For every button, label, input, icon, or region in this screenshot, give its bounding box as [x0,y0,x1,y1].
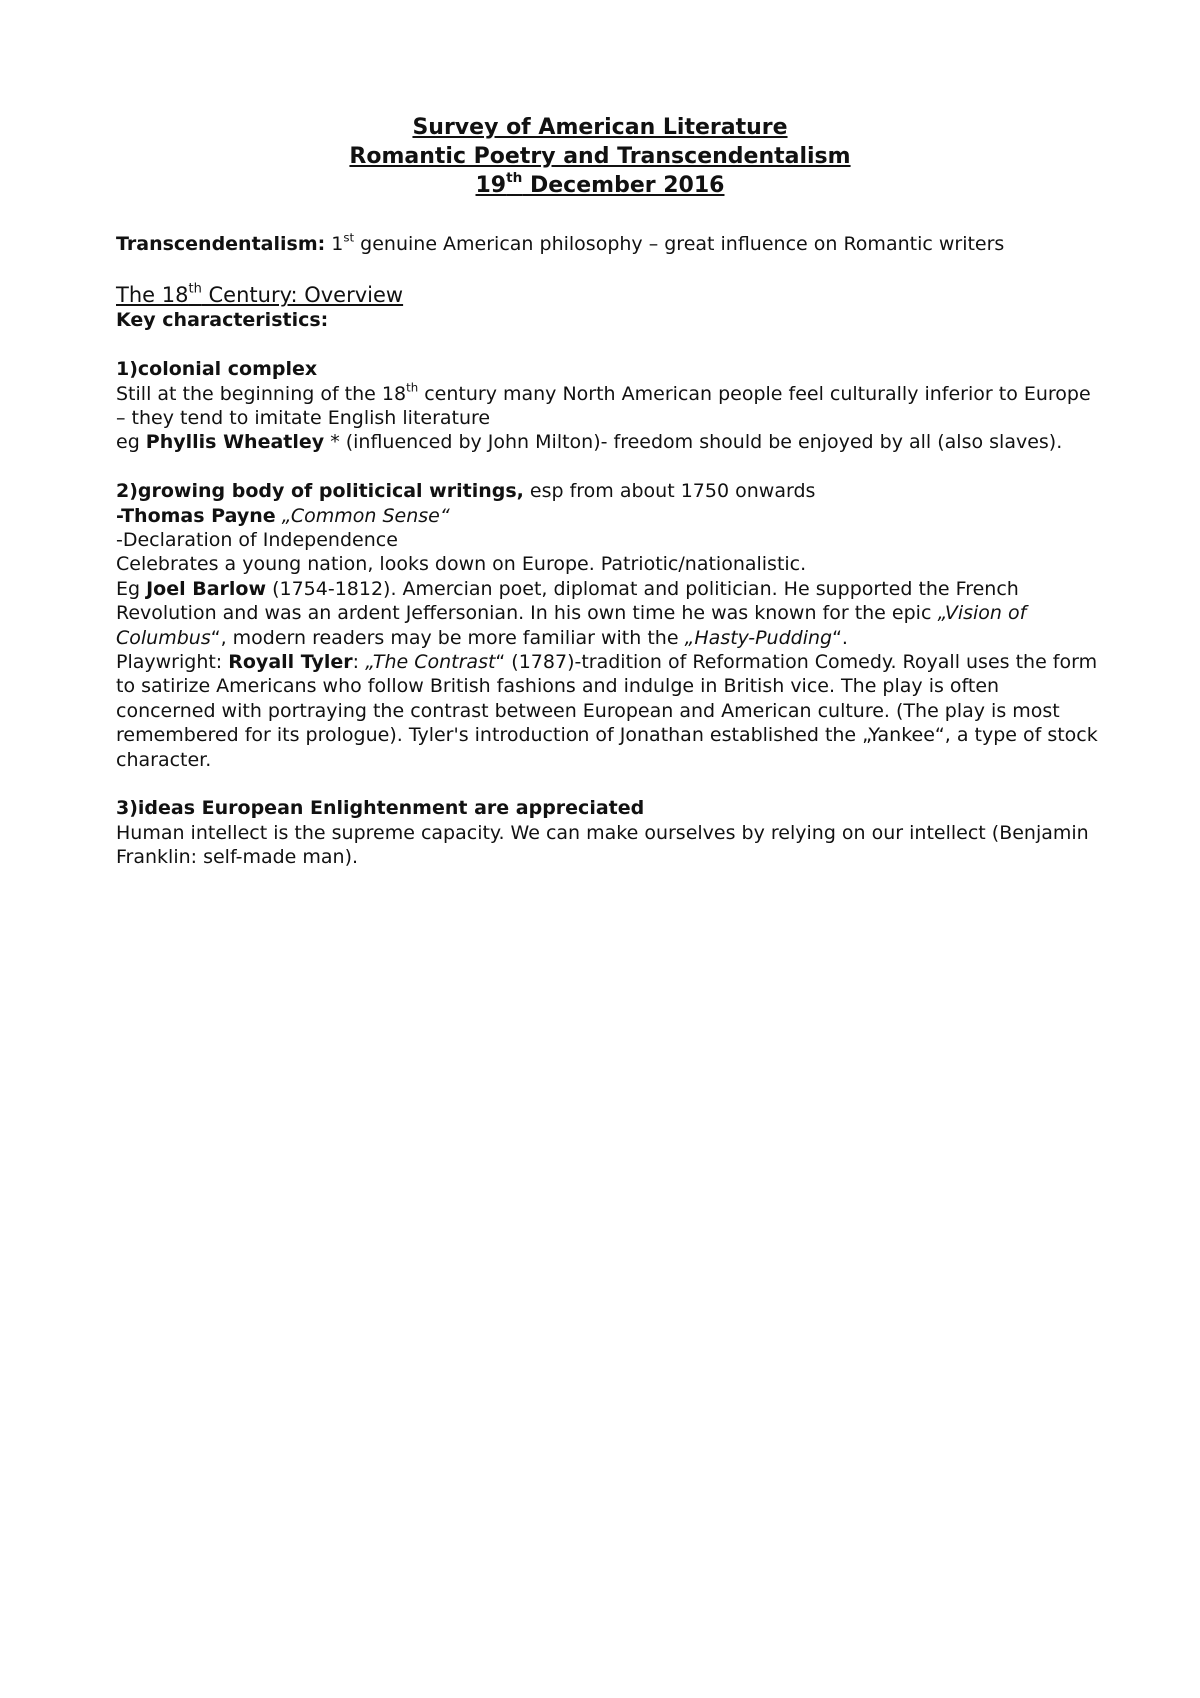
payne-line [116,504,1101,528]
date-superscript: th [506,170,523,187]
section-3-paragraph: Human intellect is the supreme capacity. We can make ourselves by relying on our intellect (Benjamin Franklin: self-made man). [116,821,1089,869]
transcendentalism-label: Transcendentalism: [116,233,326,255]
barlow-text-3: “. [832,626,848,649]
transcendentalism-line [116,232,1101,256]
document-title: Survey of American Literature [412,115,788,140]
tyler-name: Royall Tyler [228,651,353,674]
tyler-pre: Playwright: [116,651,229,674]
document-subtitle: Romantic Poetry and Transcendentalism [349,144,851,169]
overview-title-pre: The 18 [116,283,189,308]
wheatley-name: Phyllis Wheatley [145,431,325,454]
overview-heading [116,282,1101,308]
section-1-heading: 1)colonial complex [116,358,318,381]
section-2-heading-rest: esp from about 1750 onwards [523,480,816,503]
document-header [0,113,1200,200]
wheatley-text: * (influenced by John Milton)- freedom should be enjoyed by all (also slaves). [324,431,1063,454]
overview-title-post: Century: Overview [201,283,404,308]
transcendentalism-text: genuine American philosophy – great influence on Romantic writers [354,233,1005,255]
section-2-heading-bold: 2)growing body of politicical writings, [116,480,524,503]
document-date [0,171,1200,200]
payne-work: „Common Sense“ [275,504,450,527]
barlow-pre: Eg [116,577,147,600]
overview-title-superscript: th [188,282,202,298]
barlow-name: Joel Barlow [146,577,267,600]
wheatley-pre: eg [116,431,146,454]
celebrates-line: Celebrates a young nation, looks down on Europe. Patriotic/nationalistic. [116,553,807,576]
barlow-text-2: “, modern readers may be more familiar with the [210,626,685,649]
tyler-colon: : [352,651,366,674]
barlow-text-1: (1754-1812). Amercian poet, diplomat and politician. He supported the French Revolution and was an ardent Jeffersonian. In his own time he was known for the epic [116,577,1019,625]
tyler-paragraph [116,650,1101,772]
section-2-heading [116,479,1101,503]
transcendentalism-number: 1 [325,233,344,255]
date-rest: December 2016 [522,173,725,198]
barlow-work-2: „Hasty-Pudding [684,626,833,649]
s1-text-pre: Still at the beginning of the 18 [116,382,407,405]
key-characteristics-label: Key characteristics: [116,309,329,332]
declaration-line: -Declaration of Independence [116,529,398,552]
section-1-wheatley [116,430,1101,454]
section-1-paragraph [116,382,1101,431]
tyler-work: „The Contrast [365,651,496,674]
s1-text-post: century many North American people feel culturally inferior to Europe – they tend to imitate English literature [116,382,1091,430]
payne-dash: - [116,504,122,527]
s1-superscript: th [406,380,419,395]
date-day: 19 [475,173,507,198]
tyler-text: “ (1787)-tradition of Reformation Comedy. Royall uses the form to satirize Americans who follow British fashions and indulge in British vice. The play is often concerned with portraying the contrast between European and American culture. (The play is most remembered for its prologue). Tyler's introduction of Jonathan established the „Yankee“, a type of stock character. [116,651,1098,771]
section-3-heading: 3)ideas European Enlightenment are appreciated [116,797,645,820]
payne-name: Thomas Payne [121,504,276,527]
barlow-work-1: „Vision of Columbus [116,602,1027,649]
barlow-paragraph [116,577,1101,650]
document-body [116,232,1101,870]
transcendentalism-superscript: st [343,230,355,245]
